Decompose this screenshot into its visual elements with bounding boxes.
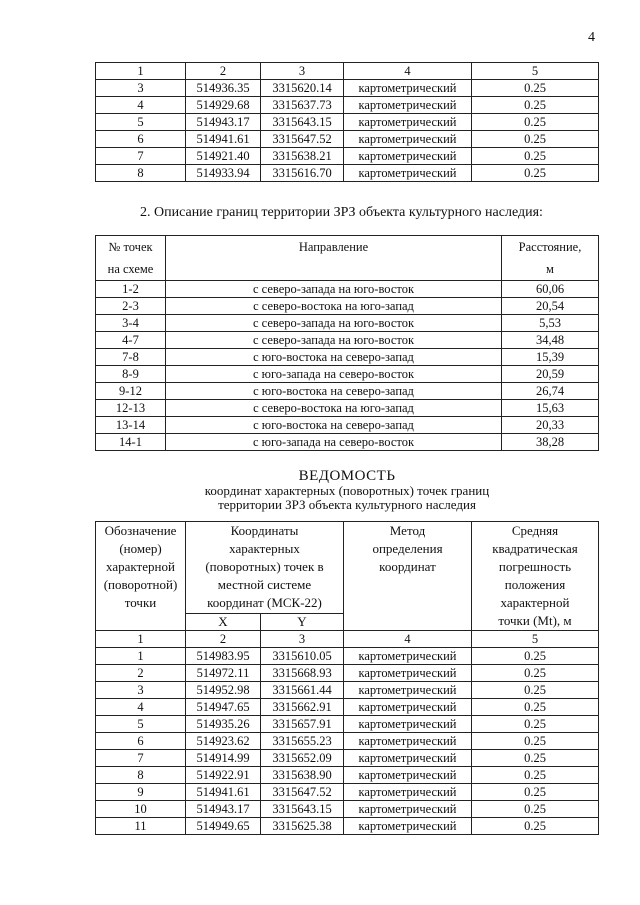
page-number: 4 <box>588 30 595 45</box>
table-cell: 3315643.15 <box>261 801 344 818</box>
header-mean-error: Средняя квадратическая погрешность положения характерной точки (Mt), м <box>472 522 599 631</box>
table-cell: 3315625.38 <box>261 818 344 835</box>
table-cell: 0.25 <box>472 114 599 131</box>
table-row <box>96 131 599 148</box>
table-row <box>96 434 599 451</box>
statement-subtitle-line-1: координат характерных (поворотных) точек границ <box>204 483 490 498</box>
table-cell: 60,06 <box>502 281 599 298</box>
table-cell: 0.25 <box>472 148 599 165</box>
table-cell: 9 <box>96 784 186 801</box>
table-cell: 3315657.91 <box>261 716 344 733</box>
table-cell: 0.25 <box>472 165 599 182</box>
table-cell: 14-1 <box>96 434 166 451</box>
table-cell: 7-8 <box>96 349 166 366</box>
table-cell: 10 <box>96 801 186 818</box>
header-coordinates: Координаты характерных (поворотных) точек в местной системе координат (МСК-22) <box>186 522 344 614</box>
table-cell: с северо-запада на юго-восток <box>166 281 502 298</box>
table-row <box>96 97 599 114</box>
table-cell: 0.25 <box>472 648 599 665</box>
table-cell: 5 <box>472 631 599 648</box>
table-cell: 5 <box>472 63 599 80</box>
table-cell: 6 <box>96 131 186 148</box>
table-cell: 1-2 <box>96 281 166 298</box>
table-cell: 6 <box>96 733 186 750</box>
table-cell: 0.25 <box>472 801 599 818</box>
table-cell: с юго-запада на северо-восток <box>166 434 502 451</box>
table-cell: картометрический <box>344 80 472 97</box>
table-cell: 0.25 <box>472 733 599 750</box>
header-y: Y <box>261 613 344 630</box>
table-row <box>96 148 599 165</box>
table-row <box>96 682 599 699</box>
header-distance: Расстояние, м <box>502 236 599 281</box>
table-cell: 0.25 <box>472 699 599 716</box>
table-cell: 3315661.44 <box>261 682 344 699</box>
table-cell: 4 <box>344 631 472 648</box>
table-cell: 514914.99 <box>186 750 261 767</box>
table-cell: 0.25 <box>472 682 599 699</box>
table-cell: картометрический <box>344 699 472 716</box>
header-method: Метод определения координат <box>344 522 472 631</box>
table-cell: 4 <box>344 63 472 80</box>
table-cell: 0.25 <box>472 716 599 733</box>
table-row <box>96 349 599 366</box>
table-row <box>96 818 599 835</box>
table-cell: 514983.95 <box>186 648 261 665</box>
header-direction: Направление <box>166 236 502 281</box>
table-row <box>96 733 599 750</box>
table-cell: 0.25 <box>472 131 599 148</box>
table-cell: 3 <box>96 682 186 699</box>
table-cell: 514952.98 <box>186 682 261 699</box>
table-cell: 5 <box>96 716 186 733</box>
table-row <box>96 383 599 400</box>
table-cell: 514935.26 <box>186 716 261 733</box>
table-cell: 3315652.09 <box>261 750 344 767</box>
table-cell: 20,59 <box>502 366 599 383</box>
table-cell: картометрический <box>344 97 472 114</box>
table-cell: 3315638.21 <box>261 148 344 165</box>
table-row <box>96 417 599 434</box>
header-points-number: № точек на схеме <box>96 236 166 281</box>
table-cell: картометрический <box>344 131 472 148</box>
table-cell: 514972.11 <box>186 665 261 682</box>
table-cell: 514947.65 <box>186 699 261 716</box>
table-cell: 3 <box>261 63 344 80</box>
boundary-description-table <box>95 235 599 451</box>
table-cell: 3315616.70 <box>261 165 344 182</box>
table-cell: картометрический <box>344 784 472 801</box>
table-cell: 3 <box>96 80 186 97</box>
table-row <box>96 80 599 97</box>
table-cell: 514941.61 <box>186 784 261 801</box>
table-cell: 3315647.52 <box>261 131 344 148</box>
coordinates-table-continued <box>95 62 599 182</box>
statement-title: ВЕДОМОСТЬ <box>298 468 396 484</box>
table-cell: 3 <box>261 631 344 648</box>
table-cell: 3315637.73 <box>261 97 344 114</box>
table-cell: 514936.35 <box>186 80 261 97</box>
table-cell: картометрический <box>344 114 472 131</box>
table-row <box>96 315 599 332</box>
table-cell: 0.25 <box>472 97 599 114</box>
table-row <box>96 801 599 818</box>
table-cell: 0.25 <box>472 80 599 97</box>
table-cell: 3315638.90 <box>261 767 344 784</box>
table-row <box>96 281 599 298</box>
table-row <box>96 114 599 131</box>
table-cell: 7 <box>96 750 186 767</box>
table-cell: 15,39 <box>502 349 599 366</box>
table-cell: 7 <box>96 148 186 165</box>
table-cell: 514921.40 <box>186 148 261 165</box>
table-cell: картометрический <box>344 716 472 733</box>
table-cell: картометрический <box>344 148 472 165</box>
table-cell: 3315643.15 <box>261 114 344 131</box>
table-row <box>96 767 599 784</box>
table-cell: 4 <box>96 97 186 114</box>
table-cell: 4 <box>96 699 186 716</box>
table-cell: 2 <box>186 631 261 648</box>
table-numbering-row <box>96 631 599 648</box>
table-cell: 514922.91 <box>186 767 261 784</box>
table-cell: с северо-востока на юго-запад <box>166 298 502 315</box>
table-row <box>96 716 599 733</box>
table-cell: 34,48 <box>502 332 599 349</box>
table-header-row <box>96 63 599 80</box>
table-row <box>96 165 599 182</box>
coordinates-statement-table <box>95 521 599 835</box>
table-cell: 514943.17 <box>186 801 261 818</box>
table-cell: 12-13 <box>96 400 166 417</box>
table-cell: 3315668.93 <box>261 665 344 682</box>
table-cell: 8 <box>96 767 186 784</box>
table-cell: 3315620.14 <box>261 80 344 97</box>
table-cell: 5,53 <box>502 315 599 332</box>
header-x: X <box>186 613 261 630</box>
table-cell: с северо-запада на юго-восток <box>166 332 502 349</box>
table-header-row <box>96 522 599 614</box>
section-2-heading: 2. Описание границ территории ЗРЗ объекта культурного наследия: <box>140 205 543 220</box>
table-row <box>96 784 599 801</box>
table-cell: картометрический <box>344 750 472 767</box>
table-cell: картометрический <box>344 818 472 835</box>
table-cell: 3315662.91 <box>261 699 344 716</box>
table-cell: 26,74 <box>502 383 599 400</box>
table-cell: с юго-востока на северо-запад <box>166 349 502 366</box>
table-cell: 2-3 <box>96 298 166 315</box>
table-cell: 0.25 <box>472 818 599 835</box>
table-cell: 20,33 <box>502 417 599 434</box>
table-cell: 0.25 <box>472 665 599 682</box>
table-cell: 8-9 <box>96 366 166 383</box>
table-cell: 3315647.52 <box>261 784 344 801</box>
table-cell: 3-4 <box>96 315 166 332</box>
table-cell: 11 <box>96 818 186 835</box>
table-row <box>96 298 599 315</box>
table-row <box>96 665 599 682</box>
table-cell: картометрический <box>344 767 472 784</box>
statement-title-block <box>95 468 599 512</box>
table-header-row <box>96 236 599 281</box>
table-cell: 514923.62 <box>186 733 261 750</box>
table-cell: картометрический <box>344 165 472 182</box>
table-cell: с юго-востока на северо-запад <box>166 417 502 434</box>
table-cell: 3315655.23 <box>261 733 344 750</box>
table-cell: картометрический <box>344 682 472 699</box>
table-cell: 15,63 <box>502 400 599 417</box>
table-row <box>96 366 599 383</box>
table-cell: 514933.94 <box>186 165 261 182</box>
header-point-designation: Обозначение (номер) характерной (поворотной) точки <box>96 522 186 631</box>
table-cell: картометрический <box>344 733 472 750</box>
table-cell: 514929.68 <box>186 97 261 114</box>
table-row <box>96 400 599 417</box>
table-cell: с юго-запада на северо-восток <box>166 366 502 383</box>
table-cell: 3315610.05 <box>261 648 344 665</box>
table-cell: картометрический <box>344 665 472 682</box>
table-cell: 13-14 <box>96 417 166 434</box>
table-cell: 0.25 <box>472 750 599 767</box>
table-row <box>96 750 599 767</box>
table-cell: 1 <box>96 631 186 648</box>
table-cell: 2 <box>96 665 186 682</box>
table-cell: картометрический <box>344 801 472 818</box>
statement-subtitle-line-2: территории ЗРЗ объекта культурного наследия <box>218 497 476 512</box>
table-cell: с северо-запада на юго-восток <box>166 315 502 332</box>
table-cell: 38,28 <box>502 434 599 451</box>
table-cell: 1 <box>96 648 186 665</box>
table-row <box>96 699 599 716</box>
table-cell: картометрический <box>344 648 472 665</box>
table-cell: 0.25 <box>472 767 599 784</box>
table-cell: 20,54 <box>502 298 599 315</box>
table-row <box>96 648 599 665</box>
table-cell: 9-12 <box>96 383 166 400</box>
table-cell: 2 <box>186 63 261 80</box>
table-row <box>96 332 599 349</box>
table-cell: 1 <box>96 63 186 80</box>
table-cell: 514949.65 <box>186 818 261 835</box>
table-cell: с юго-востока на северо-запад <box>166 383 502 400</box>
table-cell: с северо-востока на юго-запад <box>166 400 502 417</box>
table-cell: 514943.17 <box>186 114 261 131</box>
table-cell: 5 <box>96 114 186 131</box>
table-cell: 8 <box>96 165 186 182</box>
table-cell: 514941.61 <box>186 131 261 148</box>
table-cell: 0.25 <box>472 784 599 801</box>
table-cell: 4-7 <box>96 332 166 349</box>
